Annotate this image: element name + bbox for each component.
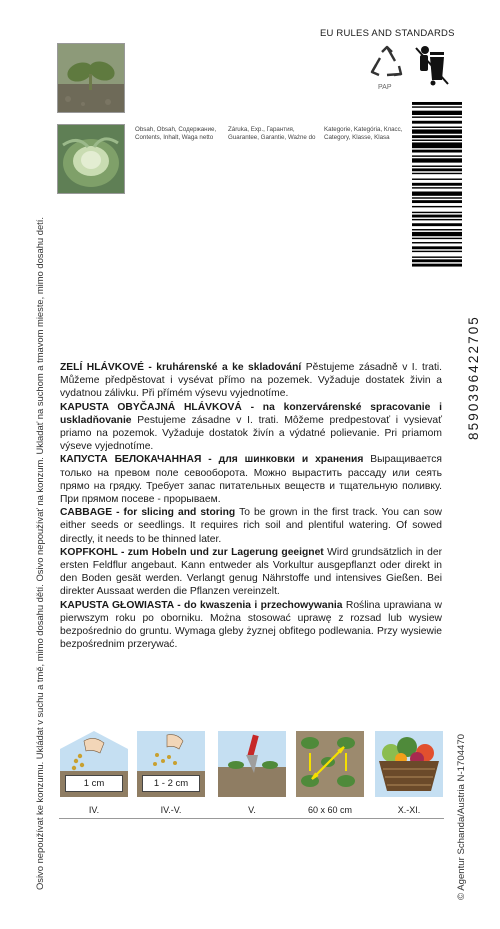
barcode-bar (412, 179, 462, 180)
barcode-bar (412, 135, 462, 138)
contents-line: Obsah, Obsah, Содержание, (135, 126, 217, 133)
barcode-bar (412, 127, 462, 128)
spacing-label: 60 x 60 cm (307, 805, 353, 815)
barcode-bar (412, 187, 462, 188)
guarantee-line: Guarantee, Garantie, Ważne do (228, 134, 316, 141)
barcode (412, 102, 462, 268)
barcode-bar (412, 166, 462, 167)
barcode-bar (412, 223, 462, 226)
barcode-bar (412, 155, 462, 156)
eu-rules-title: EU RULES AND STANDARDS (320, 28, 455, 39)
barcode-bar (412, 206, 462, 207)
category-line: Category, Klasse, Klasa (324, 134, 390, 141)
barcode-bar (412, 219, 462, 220)
barcode-bar (412, 111, 462, 115)
sowing-depth-pictogram (60, 731, 128, 797)
barcode-bar (412, 106, 462, 107)
barcode-bar (412, 173, 462, 174)
barcode-bar (412, 102, 462, 105)
description-ru (60, 453, 442, 506)
barcode-bar (412, 251, 462, 252)
barcode-bar (412, 158, 462, 162)
barcode-bar (412, 259, 462, 262)
barcode-bar (412, 183, 462, 186)
description-cz (60, 361, 442, 401)
planting-pictogram (218, 731, 286, 797)
barcode-bar (412, 215, 462, 218)
harvest-pictogram (375, 731, 443, 797)
description-text: To be grown in the first track. You can sow either seeds or seedlings. It requires rich soil and plentiful watering. Of sowed directly, it needs to be thinned later. (60, 507, 442, 545)
description-de (60, 546, 442, 599)
barcode-bar (412, 200, 462, 203)
copyright-text (452, 560, 472, 900)
description-text: Выращивается только на превом поле севооборота. Можно вырастить рассаду или сеять прямо на грядку. Требует запас питательных веществ и тщательную поливку. При прямом посеве - прорываем. (60, 454, 442, 506)
contents-info (135, 126, 216, 142)
barcode-bar (412, 191, 462, 195)
planting-month-label: V. (248, 805, 256, 815)
description-title: CABBAGE - for slicing and storing (60, 507, 236, 519)
barcode-bar (412, 256, 462, 257)
copyright-label: © Agentur Schanda/Austria N-1704470 (456, 733, 467, 900)
description-sk (60, 401, 442, 454)
spacing-pictogram (296, 731, 364, 797)
description-block (60, 361, 442, 651)
barcode-bar (412, 129, 462, 133)
barcode-bar (412, 232, 462, 236)
sowing-depth-pictogram (137, 731, 205, 797)
barcode-bar (412, 121, 462, 124)
barcode-bar (412, 197, 462, 198)
barcode-bar (412, 212, 462, 213)
category-info (324, 126, 402, 142)
divider (59, 818, 444, 819)
barcode-bar (412, 142, 462, 148)
contents-line: Contents, Inhalt, Waga netto (135, 134, 214, 141)
description-title: KAPUSTA OBYČAJNÁ HLÁVKOVÁ - na konzervárenské spracovanie i uskladňovanie (60, 401, 442, 426)
barcode-bar (412, 140, 462, 141)
description-title: KOPFKOHL - zum Hobeln und zur Lagerung geeignet (60, 546, 324, 558)
barcode-bar (412, 242, 462, 243)
description-title: ZELÍ HLÁVKOVÉ - kruhárenské a ke skladování (60, 362, 302, 373)
description-text: Wird grundsätzlich in der ersten Feldflur angebaut. Kann entweder als Vorkultur ausgepflanzt oder direkt in den Boden gesät werden. Verlangt genug Nährstoffe und intensives Gießen. Bei direkter Aussaat werden die Pflanzen vereinzelt. (60, 546, 443, 598)
barcode-number (466, 270, 480, 440)
waste-bin-icon (414, 44, 450, 86)
cabbage-photo (57, 124, 125, 194)
category-line: Kategorie, Kategória, Класс, (324, 126, 403, 133)
description-en (60, 506, 442, 546)
description-title: КАПУСТА БЕЛОКАЧАННАЯ - для шинковки и хранения (60, 454, 364, 466)
barcode-bar (412, 150, 462, 153)
barcode-number-text: 8590396422705 (466, 315, 481, 440)
measure-box: 1 cm (65, 775, 123, 792)
guarantee-info (228, 126, 315, 142)
guarantee-line: Záruka, Exp., Гарантия, (228, 126, 295, 133)
seedling-photo (57, 43, 125, 113)
barcode-bar (412, 116, 462, 117)
barcode-bar (412, 264, 462, 267)
description-text: Pestujeme zásadne v I. trati. Môžeme predpestovať i vysievať priamo na pozemok. Vyžaduje dostatok živín a výdatné polievanie. Pri priamom výseve vyjednotíme. (60, 414, 442, 453)
side-warning-text (30, 70, 50, 890)
pap-label: PAP (378, 84, 392, 91)
description-title: KAPUSTA GŁOWIASTA - do kwaszenia i przechowywania (60, 599, 343, 611)
barcode-bar (412, 168, 462, 171)
side-warning-label: Osivo nepoužívat ke konzumu. Ukládat v suchu a tmě, mimo dosahu dětí. Osivo nepoužívať na konzum. Ukladať na suchom a tmavom mieste, mimo dosahu detí. (34, 217, 45, 890)
description-pl (60, 599, 442, 652)
description-text: Roślina uprawiana w pierwszym roku po oborniku. Można stosować uprawę z rozsad lub wysiew bezpośrednio do gruntu. Wymaga gleby żyznej obfitego podlewania. Przy wysiewie bezpośrednim przerywać. (60, 599, 442, 651)
barcode-bar (412, 229, 462, 230)
sowing-month-label: IV.-V. (160, 805, 182, 815)
barcode-bar (412, 246, 462, 249)
recycle-icon (368, 44, 406, 82)
barcode-bar (412, 238, 462, 239)
measure-box: 1 - 2 cm (142, 775, 200, 792)
sowing-month-label: IV. (88, 805, 100, 815)
sowing-pictograms (60, 731, 444, 826)
description-text: Pěstujeme zásadně v I. trati. Můžeme předpěstovat i vysévat přímo na pozemek. Vyžaduje dostatek živin a vydatnou zálivku. Při přímém výsevu vyjednotíme. (60, 362, 442, 400)
harvest-month-label: X.-XI. (397, 805, 421, 815)
